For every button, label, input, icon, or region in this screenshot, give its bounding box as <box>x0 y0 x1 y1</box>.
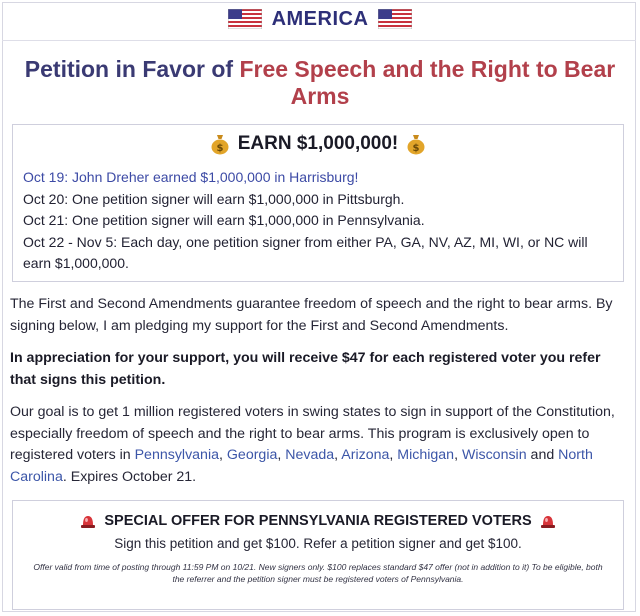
state-link-pennsylvania[interactable]: Pennsylvania <box>134 447 219 463</box>
separator: , <box>454 447 462 463</box>
separator: , <box>389 447 398 463</box>
earn-line-oct21: Oct 21: One petition signer will earn $1,000,000 in Pennsylvania. <box>23 212 425 228</box>
siren-icon-right <box>540 514 556 528</box>
separator: , <box>334 447 342 463</box>
offer-description: Sign this petition and get $100. Refer a petition signer and get $100. <box>114 536 522 551</box>
earn-schedule <box>23 167 615 275</box>
state-link-wisconsin[interactable]: Wisconsin <box>461 447 527 463</box>
earn-line-oct20: Oct 20: One petition signer will earn $1,000,000 in Pittsburgh. <box>23 190 405 207</box>
title-part-1: Petition in Favor of <box>24 56 240 82</box>
money-bag-icon-right <box>406 133 426 155</box>
state-link-north-carolina[interactable]: North Carolina <box>10 447 593 485</box>
earn-line-oct22-nov5: Oct 22 - Nov 5: Each day, one petition signer from either PA, GA, NV, AZ, MI, WI, or NC will earn $1,000,000. <box>23 233 588 271</box>
special-offer-box <box>12 500 624 610</box>
page-title <box>20 56 620 110</box>
separator: and <box>526 447 559 463</box>
offer-fine-print: Offer valid from time of posting through 11:59 PM on 10/21. New signers only. $100 replaces standard $47 offer (not in addition to it) To be eligible, both the referrer and the petition signer must be registered voters of Pennsylvania. <box>33 562 603 584</box>
referral-paragraph <box>10 348 630 391</box>
offer-heading-text: SPECIAL OFFER FOR PENNSYLVANIA REGISTERED VOTERS <box>104 513 532 529</box>
us-flag-icon-left <box>228 9 262 29</box>
state-link-arizona[interactable]: Arizona <box>341 447 390 463</box>
referral-text: In appreciation for your support, you will receive $47 for each registered voter you refer that signs this petition. <box>10 350 601 388</box>
expiry-text: . Expires October 21. <box>62 468 197 485</box>
goal-text: Our goal is to get 1 million registered voters in swing states to sign in support of the Constitution, especially freedom of speech and the right to bear arms. This program is exclusively open to registered voters in <box>10 404 615 463</box>
offer-heading <box>13 513 623 529</box>
header-divider <box>2 40 636 41</box>
earn-heading <box>13 133 623 155</box>
state-link-georgia[interactable]: Georgia <box>226 447 278 463</box>
state-link-michigan[interactable]: Michigan <box>397 447 455 463</box>
earn-heading-text: EARN $1,000,000! <box>237 133 399 154</box>
amendments-paragraph: The First and Second Amendments guarantee freedom of speech and the right to bear arms. By signing below, I am pledging my support for the First and Second Amendments. <box>10 296 613 334</box>
separator: , <box>277 447 286 463</box>
siren-icon <box>80 514 96 528</box>
money-bag-icon <box>210 133 230 155</box>
earn-line-oct19: Oct 19: John Dreher earned $1,000,000 in Harrisburg! <box>23 169 359 185</box>
state-link-nevada[interactable]: Nevada <box>285 447 335 463</box>
svg-text:$: $ <box>216 143 224 154</box>
separator: , <box>219 447 227 463</box>
site-header <box>0 0 640 38</box>
goal-paragraph <box>10 402 630 488</box>
earn-box <box>12 124 624 282</box>
brand-name[interactable]: AMERICA <box>271 7 369 30</box>
title-part-2: Free Speech and the Right to Bear Arms <box>239 56 616 109</box>
svg-text:$: $ <box>412 143 420 154</box>
us-flag-icon-right <box>378 9 412 29</box>
